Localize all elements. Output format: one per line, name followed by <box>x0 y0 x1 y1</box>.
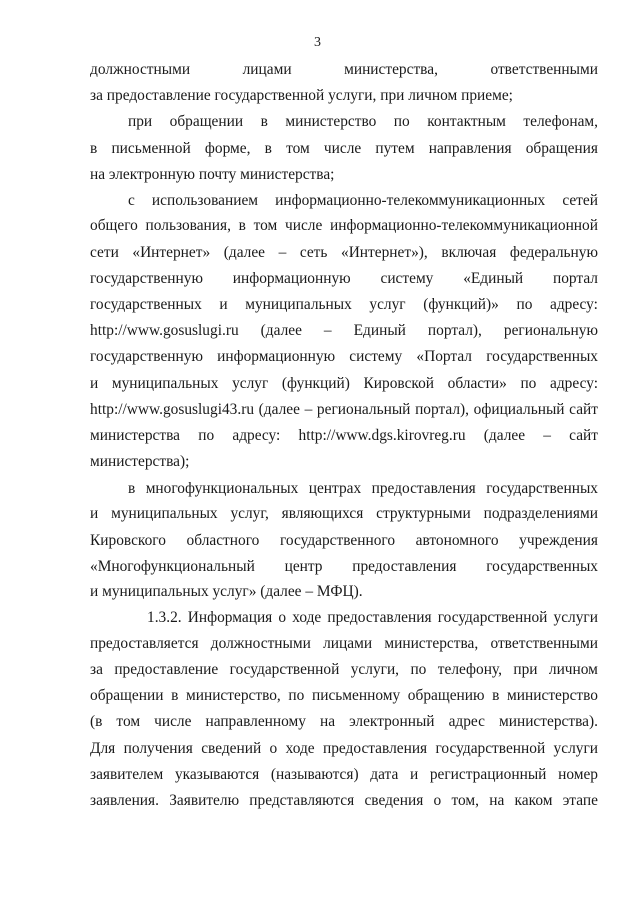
text-line: предоставляется должностными лицами министерства, ответственными <box>90 635 598 652</box>
text-line: Кировского областного государственного автономного учреждения <box>90 532 598 549</box>
text-line: и муниципальных услуг (функций) Кировской области» по адресу: <box>90 375 598 392</box>
text-line: и муниципальных услуг, являющихся структурными подразделениями <box>90 505 598 522</box>
text-line: за предоставление государственной услуги, по телефону, при личном <box>90 661 598 678</box>
text-line: сети «Интернет» (далее – сеть «Интернет»), включая федеральную <box>90 244 598 261</box>
text-line: общего пользования, в том числе информационно-телекоммуникационной <box>90 217 598 234</box>
text-line: Для получения сведений о ходе предоставления государственной услуги <box>90 740 598 757</box>
text-line: министерства по адресу: http://www.dgs.kirovreg.ru (далее – сайт <box>90 427 598 444</box>
text-line: должностными лицами министерства, ответственными <box>90 61 598 78</box>
text-line: http://www.gosuslugi43.ru (далее – региональный портал), официальный сайт <box>90 401 598 418</box>
text-line: за предоставление государственной услуги, при личном приеме; <box>90 87 513 104</box>
text-line: государственную информационную систему «Портал государственных <box>90 348 598 365</box>
text-line: государственных и муниципальных услуг (функций)» по адресу: <box>90 296 598 313</box>
text-line: http://www.gosuslugi.ru (далее – Единый портал), региональную <box>90 322 598 339</box>
text-line: заявителем указываются (называются) дата и регистрационный номер <box>90 766 598 783</box>
text-line: обращении в министерство, по письменному обращению в министерство <box>90 687 598 704</box>
text-line: на электронную почту министерства; <box>90 166 335 183</box>
text-line: и муниципальных услуг» (далее – МФЦ). <box>90 583 363 600</box>
text-line: заявления. Заявителю представляются сведения о том, на каком этапе <box>90 792 598 809</box>
text-line: государственную информационную систему «Единый портал <box>90 270 598 287</box>
text-line: (в том числе направленному на электронный адрес министерства). <box>90 713 598 730</box>
text-line: с использованием информационно-телекоммуникационных сетей <box>128 192 598 209</box>
page-number: 3 <box>314 35 321 50</box>
text-line: в письменной форме, в том числе путем направления обращения <box>90 140 598 157</box>
text-line: «Многофункциональный центр предоставления государственных <box>90 558 598 575</box>
text-line: министерства); <box>90 453 190 470</box>
text-line: при обращении в министерство по контактным телефонам, <box>128 113 598 130</box>
text-line: 1.3.2. Информация о ходе предоставления государственной услуги <box>147 609 598 626</box>
text-line: в многофункциональных центрах предоставления государственных <box>128 480 598 497</box>
